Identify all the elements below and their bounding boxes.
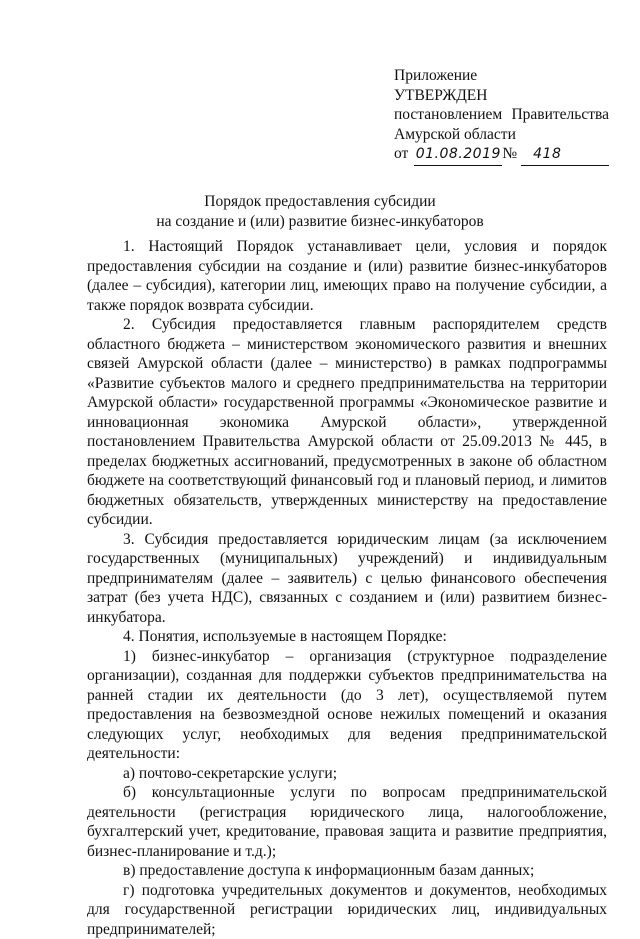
paragraph-2: 2. Субсидия предоставляется главным распорядителем средств областного бюджета – министерством экономического развития и внешних связей Амурской области (далее – министерство) в рамках подпрограммы «Развитие субъектов малого и среднего предпринимательства на территории Амурской области» государственной программы «Экономическое развитие и инновационная экономика Амурской области», утвержденной постановлением Правительства Амурской области от 25.09.2013 № 445, в пределах бюджетных ассигнований, предусмотренных в законе об областном бюджете на соответствующий финансовый год и плановый период, и лимитов бюджетных обязательств, утвержденных министерству на предоставление субсидии. xyxy=(87,315,607,530)
resolution-line xyxy=(394,105,609,125)
order-line xyxy=(394,144,609,166)
approval-block xyxy=(394,66,609,166)
service-item-v: в) предоставление доступа к информационным базам данных; xyxy=(87,861,607,881)
paragraph-1: 1. Настоящий Порядок устанавливает цели, условия и порядок предоставления субсидии на создание и (или) развитие бизнес-инкубаторов (далее – субсидия), категории лиц, имеющих право на получение субсидии, а также порядок возврата субсидии. xyxy=(87,237,607,315)
region-name: Амурской области xyxy=(394,125,609,145)
order-date: 01.08.2019 xyxy=(414,145,502,166)
order-prefix: от xyxy=(394,144,408,164)
document-body xyxy=(87,237,607,939)
title-line-2: на создание и (или) развитие бизнес-инкубаторов xyxy=(0,212,640,232)
service-item-a: а) почтово-секретарские услуги; xyxy=(87,764,607,784)
service-item-g: г) подготовка учредительных документов и документов, необходимых для государственной регистрации юридических лиц, индивидуальных предпринимателей; xyxy=(87,881,607,939)
title-line-1: Порядок предоставления субсидии xyxy=(0,192,640,212)
order-number-label: № xyxy=(502,144,517,164)
government-word: Правительства xyxy=(511,105,609,125)
service-item-b: б) консультационные услуги по вопросам предпринимательской деятельности (регистрация юридического лица, налогообложение, бухгалтерский учет, кредитование, правовая защита и развитие предприятия, бизнес-планирование и т.д.); xyxy=(87,783,607,861)
paragraph-4: 4. Понятия, используемые в настоящем Порядке: xyxy=(87,627,607,647)
definition-business-incubator: 1) бизнес-инкубатор – организация (структурное подразделение организации), созданная для поддержки субъектов предпринимательства на ранней стадии их деятельности (до 3 лет), осуществляемой путем предоставления на безвозмездной основе нежилых помещений и оказания следующих услуг, необходимых для ведения предпринимательской деятельности: xyxy=(87,647,607,764)
order-number: 418 xyxy=(521,145,609,166)
approved-label: УТВЕРЖДЕН xyxy=(394,86,609,106)
document-title xyxy=(0,192,640,231)
paragraph-3: 3. Субсидия предоставляется юридическим лицам (за исключением государственных (муниципальных) учреждений) и индивидуальным предпринимателям (далее – заявитель) с целью финансового обеспечения затрат (без учета НДС), связанных с созданием и (или) развитием бизнес-инкубатора. xyxy=(87,530,607,628)
resolution-word: постановлением xyxy=(394,105,502,125)
appendix-label: Приложение xyxy=(394,66,609,86)
